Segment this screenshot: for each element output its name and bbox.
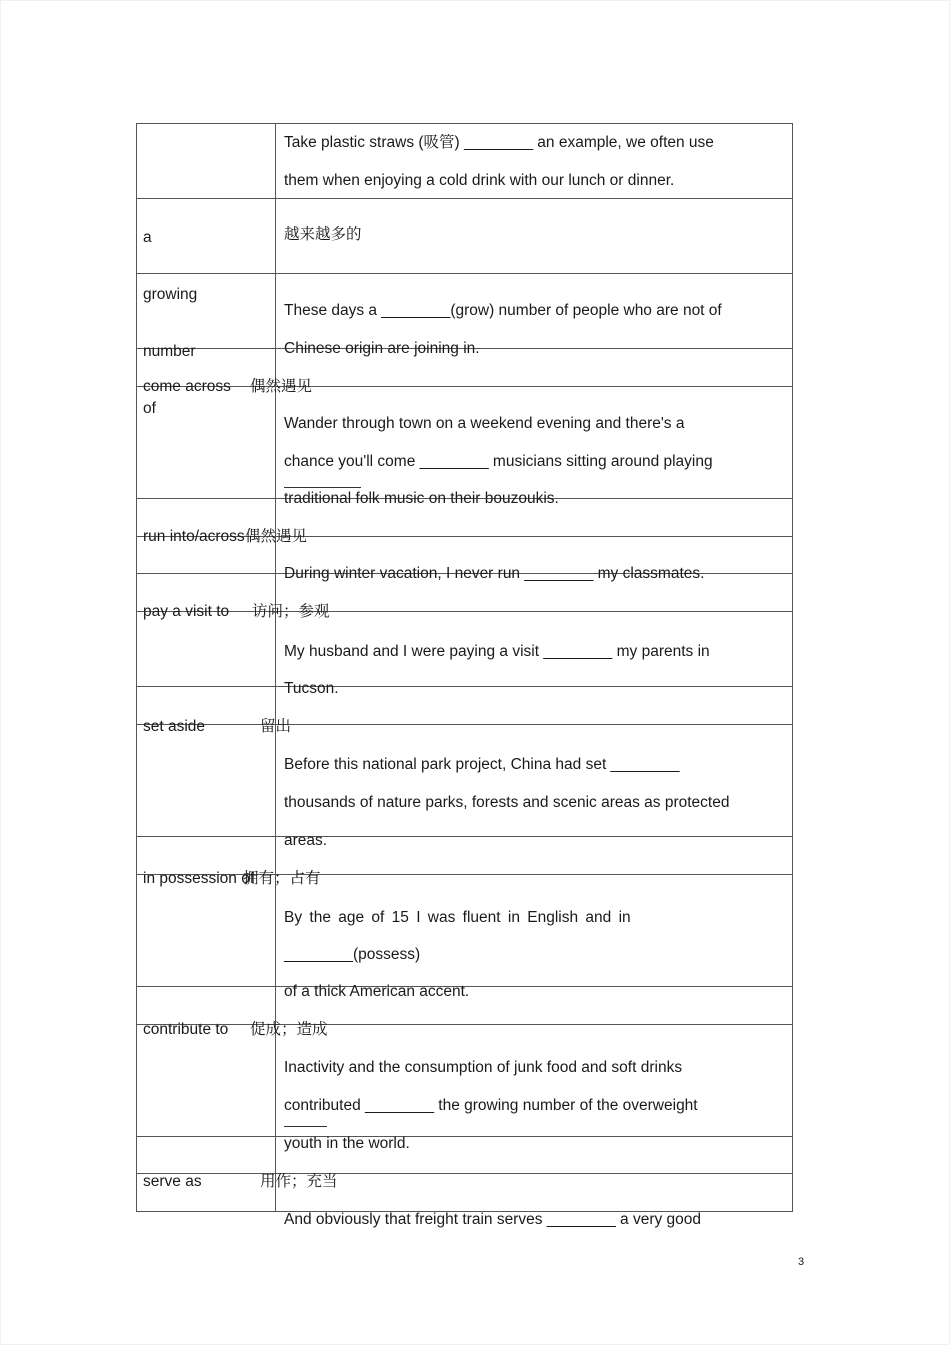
phrase-label: run into/across bbox=[143, 528, 245, 545]
table-border-right bbox=[792, 123, 793, 1212]
row-rule bbox=[136, 198, 793, 199]
table-border-left bbox=[136, 123, 137, 1212]
example-sentence: ________(possess) bbox=[284, 946, 421, 963]
row-rule bbox=[136, 1173, 793, 1174]
example-sentence: Inactivity and the consumption of junk food and soft drinks bbox=[284, 1059, 683, 1076]
example-sentence: thousands of nature parks, forests and scenic areas as protected bbox=[284, 794, 730, 811]
answer-underline bbox=[284, 1126, 327, 1127]
phrase-label: contribute to bbox=[143, 1021, 229, 1038]
phrase-label: come across bbox=[143, 378, 231, 395]
example-sentence: During winter vacation, I never run ________ my classmates. bbox=[284, 565, 705, 582]
phrase-label: pay a visit to bbox=[143, 603, 230, 620]
phrase-label: set aside bbox=[143, 718, 206, 735]
phrase-meaning: 越来越多的 bbox=[284, 226, 362, 243]
row-rule bbox=[136, 1024, 793, 1025]
phrase-label: in possession of bbox=[143, 870, 255, 887]
example-sentence: contributed ________ the growing number of the overweight bbox=[284, 1097, 698, 1114]
example-sentence: traditional folk music on their bouzoukis. bbox=[284, 490, 559, 507]
example-sentence: Chinese origin are joining in. bbox=[284, 340, 480, 357]
example-sentence: areas. bbox=[284, 832, 328, 849]
page-number: 3 bbox=[798, 1256, 805, 1268]
phrase-meaning: 促成；造成 bbox=[250, 1021, 328, 1038]
example-sentence: Before this national park project, China had set ________ bbox=[284, 756, 680, 773]
example-sentence: And obviously that freight train serves ________ a very good bbox=[284, 1211, 702, 1228]
example-sentence: My husband and I were paying a visit ________ my parents in bbox=[284, 643, 710, 660]
example-sentence: of a thick American accent. bbox=[284, 983, 470, 1000]
row-rule bbox=[136, 611, 793, 612]
phrase-meaning: 留出 bbox=[260, 718, 292, 735]
example-sentence: Wander through town on a weekend evening and there's a bbox=[284, 415, 685, 432]
phrase-meaning: 拥有；占有 bbox=[243, 870, 321, 887]
phrase-meaning: 用作；充当 bbox=[260, 1173, 338, 1190]
example-sentence: youth in the world. bbox=[284, 1135, 410, 1152]
example-sentence: Tucson. bbox=[284, 680, 339, 697]
example-sentence: Take plastic straws (吸管) ________ an example, we often use bbox=[284, 134, 714, 151]
phrase-label: serve as bbox=[143, 1173, 202, 1190]
phrase-label: a growing number of bbox=[143, 229, 198, 417]
row-rule bbox=[136, 686, 793, 687]
phrase-meaning: 偶然遇见 bbox=[250, 378, 313, 395]
phrase-meaning: 偶然遇见 bbox=[245, 528, 308, 545]
answer-underline bbox=[284, 487, 361, 488]
example-sentence: By the age of 15 I was fluent in English and in bbox=[284, 909, 631, 926]
example-sentence: them when enjoying a cold drink with our lunch or dinner. bbox=[284, 172, 675, 189]
example-sentence: These days a ________(grow) number of people who are not of bbox=[284, 302, 722, 319]
phrase-meaning: 访问；参观 bbox=[252, 603, 330, 620]
row-rule bbox=[136, 1136, 793, 1137]
row-rule bbox=[136, 836, 793, 837]
example-sentence: chance you'll come ________ musicians sitting around playing bbox=[284, 453, 713, 470]
row-rule bbox=[136, 123, 793, 124]
row-rule bbox=[136, 724, 793, 725]
column-divider bbox=[275, 123, 276, 1212]
